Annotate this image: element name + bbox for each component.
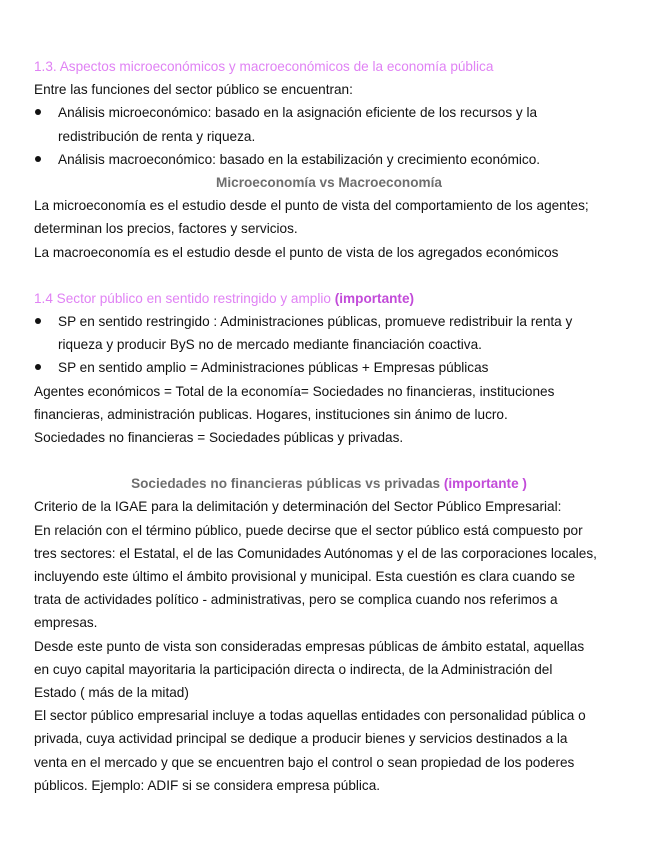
body-line: Desde este punto de vista son consideradas empresas públicas de ámbito estatal, aquellas	[34, 638, 585, 654]
body-line: públicos. Ejemplo: ADIF si se considera empresa pública.	[34, 777, 381, 793]
body-line: Estado ( más de la mitad)	[34, 685, 189, 701]
sociedades-subtitle: Sociedades no financieras públicas vs privadas	[131, 476, 441, 492]
bullet-micro-cont: redistribución de renta y riqueza.	[58, 128, 256, 144]
body-line: trata de actividades político - administrativas, pero se complica cuando nos referimos a	[34, 592, 558, 608]
body-line: privada, cuya actividad principal se dedique a producir bienes y servicios destinados a la	[34, 731, 568, 747]
agentes-paragraph-2: financieras, administración publicas. Hogares, instituciones sin ánimo de lucro.	[34, 406, 508, 422]
section-1-4-heading: 1.4 Sector público en sentido restringido y amplio	[34, 290, 331, 306]
macro-paragraph: La macroeconomía es el estudio desde el punto de vista de los agregados económicos	[34, 244, 559, 260]
body-line: empresas.	[34, 615, 98, 631]
bullet-sp-restringido: SP en sentido restringido : Administraciones públicas, promueve redistribuir la renta y	[34, 310, 624, 333]
body-line: en cuyo capital mayoritaria la participación directa o indirecta, de la Administración del	[34, 661, 553, 677]
document-page	[34, 55, 624, 797]
spacer	[34, 449, 624, 472]
body-line: Criterio de la IGAE para la delimitación y determinación del Sector Público Empresarial:	[34, 499, 562, 515]
bullet-sp-restringido-cont: riqueza y producir ByS no de mercado mediante financiación coactiva.	[58, 337, 482, 353]
section-1-3-heading: 1.3. Aspectos microeconómicos y macroeconómicos de la economía pública	[34, 59, 494, 74]
bullet-sp-amplio: SP en sentido amplio = Administraciones públicas + Empresas públicas	[34, 356, 624, 379]
body-line: El sector público empresarial incluye a todas aquellas entidades con personalidad pública o	[34, 708, 586, 724]
micro-paragraph-1: La microeconomía es el estudio desde el punto de vista del comportamiento de los agentes;	[34, 198, 589, 214]
functions-intro: Entre las funciones del sector público se encuentran:	[34, 82, 353, 98]
sociedades-paragraph: Sociedades no financieras = Sociedades públicas y privadas.	[34, 430, 404, 446]
micro-paragraph-2: determinan los precios, factores y servicios.	[34, 221, 298, 237]
body-line: En relación con el término público, puede decirse que el sector público está compuesto por	[34, 522, 583, 538]
body-line: incluyendo este último el ámbito provisional y municipal. Esta cuestión es clara cuando se	[34, 569, 576, 585]
section-1-4-heading-line	[34, 287, 624, 310]
bullet-macro: Análisis macroeconómico: basado en la estabilización y crecimiento económico.	[34, 148, 624, 171]
body-line: venta en el mercado y que se encuentren bajo el control o sean propiedad de los poderes	[34, 754, 575, 770]
bullet-micro: Análisis microeconómico: basado en la asignación eficiente de los recursos y la	[34, 101, 624, 124]
important-tag: (importante )	[443, 476, 527, 492]
important-tag: (importante)	[334, 290, 415, 306]
spacer	[34, 264, 624, 287]
agentes-paragraph-1: Agentes económicos = Total de la economía= Sociedades no financieras, instituciones	[34, 383, 555, 399]
micro-vs-macro-subtitle: Microeconomía vs Macroeconomía	[216, 175, 442, 191]
body-line: tres sectores: el Estatal, el de las Comunidades Autónomas y el de las corporaciones locales,	[34, 545, 597, 561]
sociedades-subtitle-line	[34, 472, 624, 495]
